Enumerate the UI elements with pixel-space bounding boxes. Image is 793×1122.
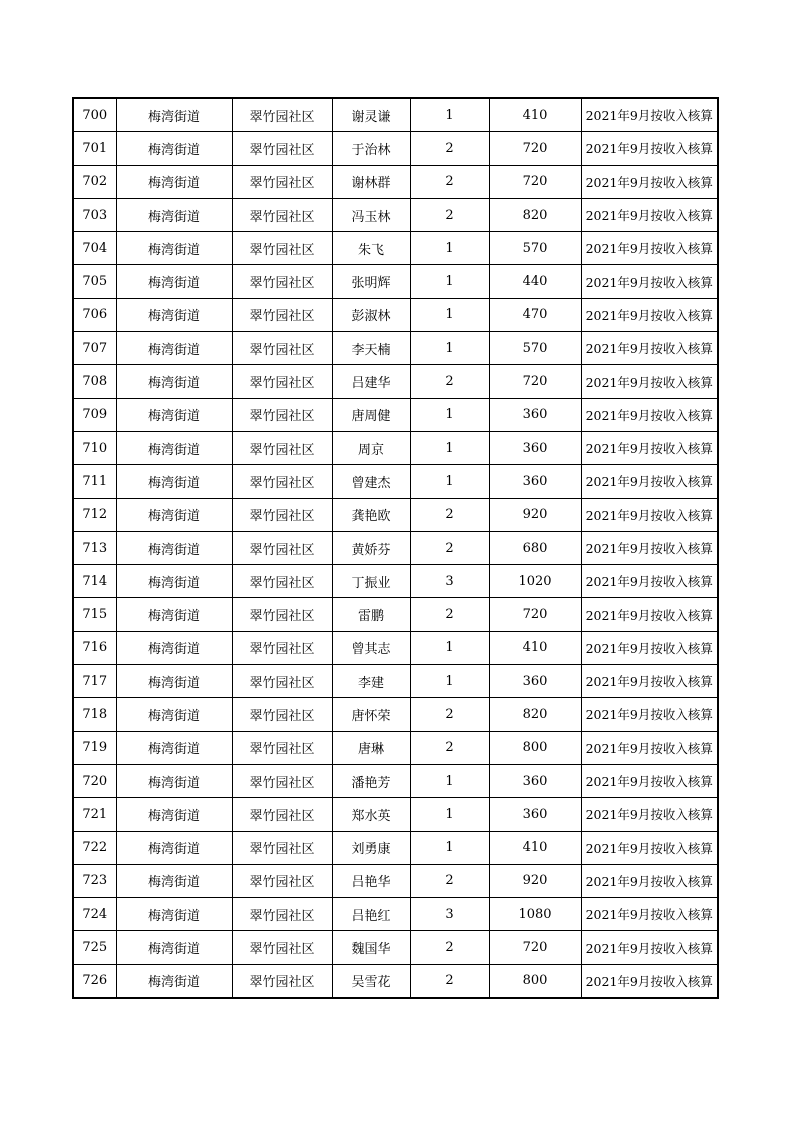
street-cell: 梅湾街道 [116,232,232,265]
note-cell: 2021年9月按收入核算 [581,764,718,797]
amount-cell: 360 [489,764,581,797]
amount-cell: 440 [489,265,581,298]
note-cell: 2021年9月按收入核算 [581,798,718,831]
amount-cell: 720 [489,598,581,631]
street-cell: 梅湾街道 [116,764,232,797]
name-cell: 郑水英 [332,798,410,831]
amount-cell: 800 [489,964,581,998]
name-cell: 魏国华 [332,931,410,964]
records-table-body [73,98,718,998]
row-number-cell: 705 [73,265,116,298]
community-cell: 翠竹园社区 [232,365,332,398]
community-cell: 翠竹园社区 [232,465,332,498]
amount-cell: 800 [489,731,581,764]
note-cell: 2021年9月按收入核算 [581,964,718,998]
community-cell: 翠竹园社区 [232,332,332,365]
amount-cell: 360 [489,465,581,498]
name-cell: 朱飞 [332,232,410,265]
community-cell: 翠竹园社区 [232,498,332,531]
street-cell: 梅湾街道 [116,332,232,365]
household-size-cell: 2 [410,964,489,998]
name-cell: 李建 [332,665,410,698]
household-size-cell: 1 [410,398,489,431]
name-cell: 刘勇康 [332,831,410,864]
community-cell: 翠竹园社区 [232,598,332,631]
household-size-cell: 1 [410,798,489,831]
note-cell: 2021年9月按收入核算 [581,864,718,897]
household-size-cell: 1 [410,431,489,464]
table-row [73,232,718,265]
amount-cell: 720 [489,931,581,964]
community-cell: 翠竹园社区 [232,931,332,964]
note-cell: 2021年9月按收入核算 [581,465,718,498]
street-cell: 梅湾街道 [116,198,232,231]
street-cell: 梅湾街道 [116,98,232,132]
amount-cell: 1020 [489,565,581,598]
name-cell: 于治林 [332,132,410,165]
note-cell: 2021年9月按收入核算 [581,98,718,132]
note-cell: 2021年9月按收入核算 [581,398,718,431]
street-cell: 梅湾街道 [116,132,232,165]
community-cell: 翠竹园社区 [232,964,332,998]
name-cell: 唐琳 [332,731,410,764]
amount-cell: 720 [489,132,581,165]
household-size-cell: 3 [410,565,489,598]
household-size-cell: 2 [410,365,489,398]
note-cell: 2021年9月按收入核算 [581,731,718,764]
community-cell: 翠竹园社区 [232,665,332,698]
name-cell: 黄娇芬 [332,531,410,564]
street-cell: 梅湾街道 [116,498,232,531]
household-size-cell: 1 [410,332,489,365]
household-size-cell: 2 [410,132,489,165]
name-cell: 雷鹏 [332,598,410,631]
name-cell: 张明辉 [332,265,410,298]
street-cell: 梅湾街道 [116,565,232,598]
table-row [73,665,718,698]
table-row [73,332,718,365]
community-cell: 翠竹园社区 [232,298,332,331]
row-number-cell: 704 [73,232,116,265]
amount-cell: 680 [489,531,581,564]
table-row [73,431,718,464]
name-cell: 吴雪花 [332,964,410,998]
row-number-cell: 716 [73,631,116,664]
street-cell: 梅湾街道 [116,898,232,931]
note-cell: 2021年9月按收入核算 [581,232,718,265]
row-number-cell: 725 [73,931,116,964]
household-size-cell: 1 [410,232,489,265]
note-cell: 2021年9月按收入核算 [581,498,718,531]
table-row [73,531,718,564]
amount-cell: 1080 [489,898,581,931]
household-size-cell: 2 [410,864,489,897]
street-cell: 梅湾街道 [116,931,232,964]
note-cell: 2021年9月按收入核算 [581,332,718,365]
street-cell: 梅湾街道 [116,165,232,198]
household-size-cell: 1 [410,98,489,132]
row-number-cell: 718 [73,698,116,731]
street-cell: 梅湾街道 [116,598,232,631]
street-cell: 梅湾街道 [116,798,232,831]
community-cell: 翠竹园社区 [232,798,332,831]
note-cell: 2021年9月按收入核算 [581,531,718,564]
household-size-cell: 1 [410,298,489,331]
note-cell: 2021年9月按收入核算 [581,431,718,464]
street-cell: 梅湾街道 [116,431,232,464]
table-row [73,764,718,797]
community-cell: 翠竹园社区 [232,764,332,797]
table-row [73,465,718,498]
note-cell: 2021年9月按收入核算 [581,132,718,165]
table-row [73,365,718,398]
note-cell: 2021年9月按收入核算 [581,898,718,931]
row-number-cell: 722 [73,831,116,864]
table-row [73,731,718,764]
community-cell: 翠竹园社区 [232,831,332,864]
row-number-cell: 706 [73,298,116,331]
name-cell: 李天楠 [332,332,410,365]
household-size-cell: 1 [410,831,489,864]
amount-cell: 360 [489,431,581,464]
household-size-cell: 3 [410,898,489,931]
household-size-cell: 1 [410,665,489,698]
row-number-cell: 713 [73,531,116,564]
table-row [73,931,718,964]
table-row [73,898,718,931]
community-cell: 翠竹园社区 [232,531,332,564]
street-cell: 梅湾街道 [116,365,232,398]
amount-cell: 360 [489,798,581,831]
table-row [73,864,718,897]
household-size-cell: 1 [410,631,489,664]
name-cell: 谢林群 [332,165,410,198]
note-cell: 2021年9月按收入核算 [581,831,718,864]
community-cell: 翠竹园社区 [232,265,332,298]
amount-cell: 820 [489,198,581,231]
street-cell: 梅湾街道 [116,831,232,864]
amount-cell: 410 [489,831,581,864]
community-cell: 翠竹园社区 [232,698,332,731]
name-cell: 吕艳红 [332,898,410,931]
street-cell: 梅湾街道 [116,265,232,298]
table-row [73,798,718,831]
note-cell: 2021年9月按收入核算 [581,598,718,631]
table-row [73,165,718,198]
row-number-cell: 710 [73,431,116,464]
row-number-cell: 702 [73,165,116,198]
name-cell: 丁振业 [332,565,410,598]
table-row [73,198,718,231]
row-number-cell: 703 [73,198,116,231]
table-row [73,98,718,132]
household-size-cell: 2 [410,498,489,531]
name-cell: 曾其志 [332,631,410,664]
table-row [73,132,718,165]
note-cell: 2021年9月按收入核算 [581,698,718,731]
amount-cell: 720 [489,365,581,398]
street-cell: 梅湾街道 [116,298,232,331]
row-number-cell: 721 [73,798,116,831]
street-cell: 梅湾街道 [116,531,232,564]
street-cell: 梅湾街道 [116,631,232,664]
community-cell: 翠竹园社区 [232,198,332,231]
records-table [72,97,719,999]
name-cell: 潘艳芳 [332,764,410,797]
table-row [73,565,718,598]
note-cell: 2021年9月按收入核算 [581,298,718,331]
row-number-cell: 700 [73,98,116,132]
row-number-cell: 709 [73,398,116,431]
name-cell: 彭淑林 [332,298,410,331]
row-number-cell: 720 [73,764,116,797]
table-row [73,298,718,331]
row-number-cell: 717 [73,665,116,698]
name-cell: 曾建杰 [332,465,410,498]
row-number-cell: 714 [73,565,116,598]
row-number-cell: 724 [73,898,116,931]
table-row [73,964,718,998]
street-cell: 梅湾街道 [116,964,232,998]
table-row [73,398,718,431]
amount-cell: 820 [489,698,581,731]
row-number-cell: 711 [73,465,116,498]
note-cell: 2021年9月按收入核算 [581,931,718,964]
note-cell: 2021年9月按收入核算 [581,665,718,698]
amount-cell: 570 [489,332,581,365]
row-number-cell: 708 [73,365,116,398]
table-row [73,498,718,531]
table-row [73,698,718,731]
name-cell: 冯玉林 [332,198,410,231]
name-cell: 吕艳华 [332,864,410,897]
note-cell: 2021年9月按收入核算 [581,265,718,298]
community-cell: 翠竹园社区 [232,731,332,764]
amount-cell: 470 [489,298,581,331]
amount-cell: 570 [489,232,581,265]
household-size-cell: 2 [410,198,489,231]
street-cell: 梅湾街道 [116,864,232,897]
household-size-cell: 1 [410,465,489,498]
household-size-cell: 2 [410,165,489,198]
community-cell: 翠竹园社区 [232,398,332,431]
row-number-cell: 726 [73,964,116,998]
name-cell: 唐怀荣 [332,698,410,731]
household-size-cell: 2 [410,531,489,564]
amount-cell: 410 [489,631,581,664]
street-cell: 梅湾街道 [116,698,232,731]
community-cell: 翠竹园社区 [232,98,332,132]
table-row [73,631,718,664]
note-cell: 2021年9月按收入核算 [581,565,718,598]
household-size-cell: 1 [410,764,489,797]
name-cell: 唐周健 [332,398,410,431]
household-size-cell: 1 [410,265,489,298]
note-cell: 2021年9月按收入核算 [581,198,718,231]
note-cell: 2021年9月按收入核算 [581,365,718,398]
community-cell: 翠竹园社区 [232,132,332,165]
row-number-cell: 723 [73,864,116,897]
street-cell: 梅湾街道 [116,465,232,498]
row-number-cell: 712 [73,498,116,531]
amount-cell: 360 [489,665,581,698]
row-number-cell: 701 [73,132,116,165]
amount-cell: 720 [489,165,581,198]
community-cell: 翠竹园社区 [232,431,332,464]
name-cell: 龚艳欧 [332,498,410,531]
name-cell: 吕建华 [332,365,410,398]
name-cell: 周京 [332,431,410,464]
amount-cell: 920 [489,498,581,531]
table-row [73,598,718,631]
row-number-cell: 719 [73,731,116,764]
household-size-cell: 2 [410,931,489,964]
community-cell: 翠竹园社区 [232,864,332,897]
street-cell: 梅湾街道 [116,731,232,764]
table-row [73,831,718,864]
amount-cell: 360 [489,398,581,431]
household-size-cell: 2 [410,731,489,764]
row-number-cell: 707 [73,332,116,365]
community-cell: 翠竹园社区 [232,232,332,265]
household-size-cell: 2 [410,698,489,731]
street-cell: 梅湾街道 [116,398,232,431]
community-cell: 翠竹园社区 [232,898,332,931]
row-number-cell: 715 [73,598,116,631]
name-cell: 谢灵谦 [332,98,410,132]
street-cell: 梅湾街道 [116,665,232,698]
community-cell: 翠竹园社区 [232,631,332,664]
household-size-cell: 2 [410,598,489,631]
amount-cell: 410 [489,98,581,132]
table-row [73,265,718,298]
note-cell: 2021年9月按收入核算 [581,165,718,198]
note-cell: 2021年9月按收入核算 [581,631,718,664]
community-cell: 翠竹园社区 [232,165,332,198]
community-cell: 翠竹园社区 [232,565,332,598]
amount-cell: 920 [489,864,581,897]
